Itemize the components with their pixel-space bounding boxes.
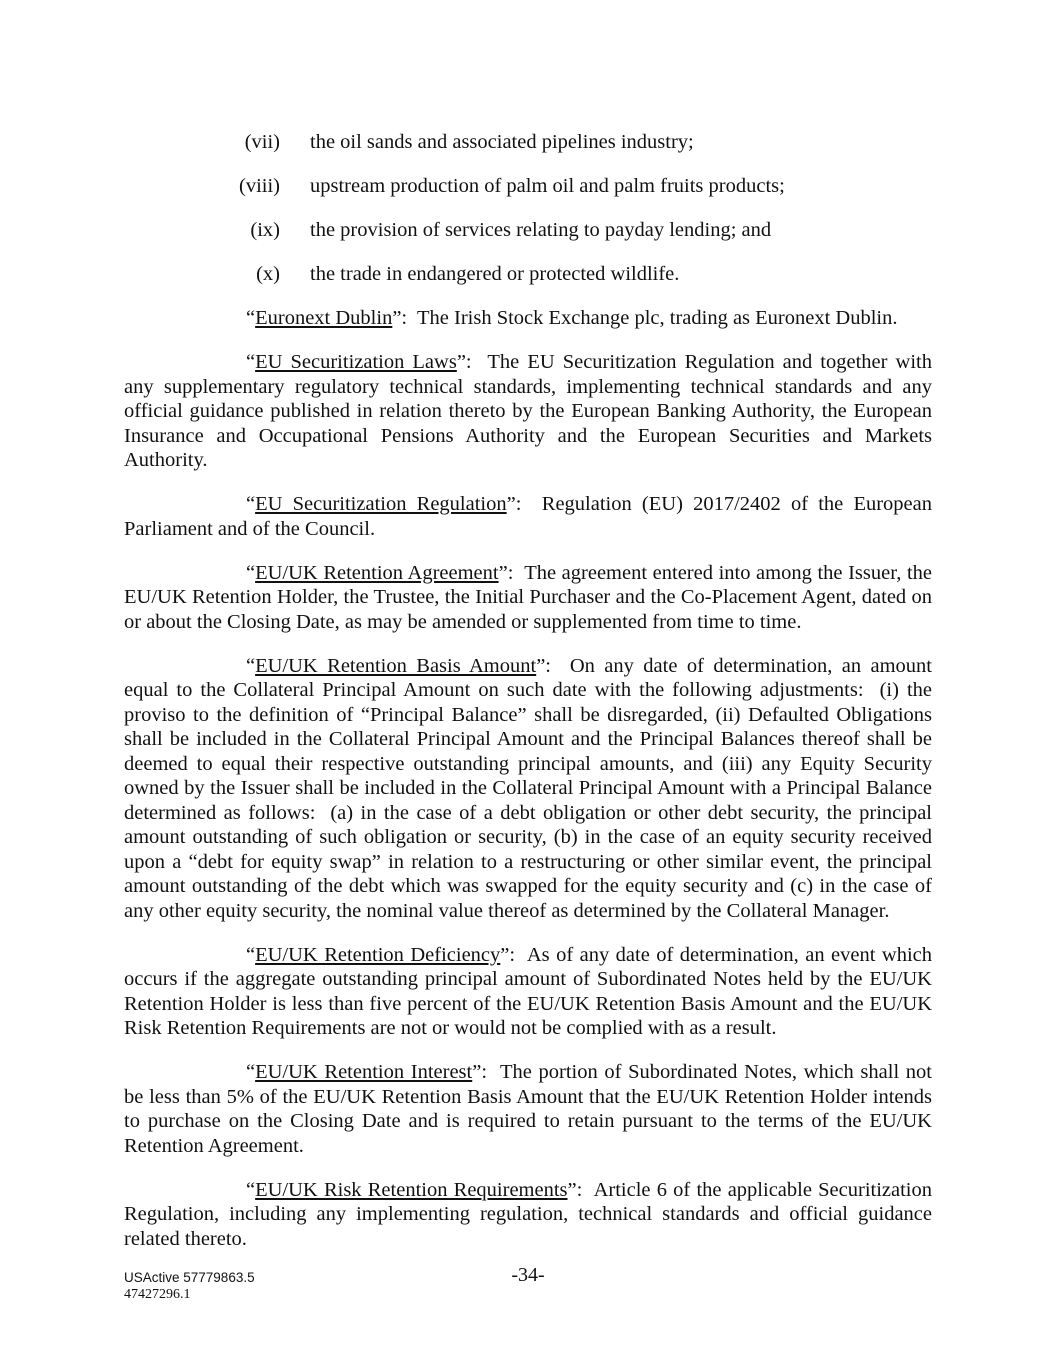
definition-eu-uk-risk-retention-requirements (124, 1178, 932, 1252)
list-item-vii (124, 130, 932, 155)
definition-eu-securitization-laws (124, 350, 932, 473)
definition-eu-securitization-regulation (124, 492, 932, 541)
definition-term: EU/UK Retention Interest (255, 1061, 473, 1083)
definition-term: EU/UK Retention Deficiency (255, 943, 501, 966)
list-item-x (124, 262, 932, 287)
list-item-text: the trade in endangered or protected wildlife. (310, 263, 680, 285)
list-item-text: the oil sands and associated pipelines industry; (310, 131, 694, 153)
definition-term: EU/UK Retention Agreement (255, 561, 499, 584)
definition-eu-uk-retention-basis-amount (124, 654, 932, 924)
definition-term: EU Securitization Regulation (255, 493, 507, 515)
close-quote: ”: (498, 561, 514, 584)
definition-body: The portion of Subordinated Notes, which shall not be less than 5% of the EU/UK Retention Basis Amount that the EU/UK Retention Holder intends to purchase on the Closing Date and is required to retain pursuant to the terms of the EU/UK Retention Agreement. (124, 1061, 933, 1157)
close-quote: ”: (472, 1061, 488, 1083)
definition-euronext-dublin (124, 306, 932, 331)
definition-term: EU/UK Risk Retention Requirements (255, 1178, 568, 1201)
definition-term: Euronext Dublin (255, 307, 393, 329)
open-quote: “ (246, 561, 256, 584)
close-quote: ”: (500, 943, 516, 966)
definition-eu-uk-retention-interest (124, 1060, 932, 1158)
open-quote: “ (246, 943, 256, 966)
list-item-text: the provision of services relating to payday lending; and (310, 219, 772, 241)
definition-eu-uk-retention-deficiency (124, 943, 932, 1041)
close-quote: ”: (392, 307, 408, 329)
open-quote: “ (246, 1178, 256, 1201)
close-quote: ”: (506, 493, 522, 515)
close-quote: ”: (536, 654, 551, 677)
doc-id-secondary: 47427296.1 (124, 1287, 191, 1302)
definition-eu-uk-retention-agreement (124, 561, 932, 635)
close-quote: ”: (567, 1178, 583, 1201)
list-item-number: (viii) (239, 175, 280, 197)
list-item-text: upstream production of palm oil and palm fruits products; (310, 175, 785, 197)
list-item-viii (124, 174, 932, 199)
definition-body: The EU Securitization Regulation and together with any supplementary regulatory technical standards, implementing technical standards and any official guidance published in relation thereto by the European Banking Authority, the European Insurance and Occupational Pensions Authority and the European Securities and Markets Authority. (124, 351, 932, 471)
open-quote: “ (246, 351, 256, 373)
definition-term: EU/UK Retention Basis Amount (255, 654, 537, 677)
document-body (124, 126, 932, 1251)
definition-body: Article 6 of the applicable Securitization Regulation, including any implementing regulation, technical standards and official guidance related thereto. (124, 1178, 932, 1250)
open-quote: “ (246, 654, 256, 677)
list-item-number: (vii) (244, 131, 280, 153)
open-quote: “ (246, 493, 256, 515)
open-quote: “ (246, 307, 256, 329)
page-footer (124, 1263, 932, 1304)
list-item-number: (ix) (250, 219, 280, 241)
page-number: -34- (511, 1264, 545, 1286)
definition-body: The agreement entered into among the Issuer, the EU/UK Retention Holder, the Trustee, the Initial Purchaser and the Co-Placement Agent, dated on or about the Closing Date, as may be amended or supplemented from time to time. (124, 561, 932, 633)
definition-body: The Irish Stock Exchange plc, trading as Euronext Dublin. (407, 307, 898, 329)
list-item-number: (x) (256, 263, 280, 285)
definition-body: On any date of determination, an amount equal to the Collateral Principal Amount on such date with the following adjustments: (i) the proviso to the definition of “Principal Balance” shall be disregarded, (ii) Defaulted Obligations shall be included in the Collateral Principal Amount and the Principal Balances thereof shall be deemed to equal their respective outstanding principal amounts, and (iii) any Equity Security owned by the Issuer shall be included in the Collateral Principal Amount with a Principal Balance determined as follows: (a) in the case of a debt obligation or other debt security, the principal amount outstanding of such obligation or security, (b) in the case of an equity security received upon a “debt for equity swap” in relation to a restructuring or other similar event, the principal amount outstanding of the debt which was swapped for the equity security and (c) in the case of any other equity security, the nominal value thereof as determined by the Collateral Manager. (124, 654, 932, 922)
list-item-ix (124, 218, 932, 243)
definition-body: As of any date of determination, an event which occurs if the aggregate outstanding principal amount of Subordinated Notes held by the EU/UK Retention Holder is less than five percent of the EU/UK Retention Basis Amount and the EU/UK Risk Retention Requirements are not or would not be complied with as a result. (124, 943, 932, 1039)
close-quote: ”: (456, 351, 472, 373)
doc-id-primary: USActive 57779863.5 (124, 1270, 255, 1285)
definition-body: Regulation (EU) 2017/2402 of the European Parliament and of the Council. (124, 493, 932, 540)
open-quote: “ (246, 1061, 256, 1083)
definition-term: EU Securitization Laws (255, 351, 457, 373)
